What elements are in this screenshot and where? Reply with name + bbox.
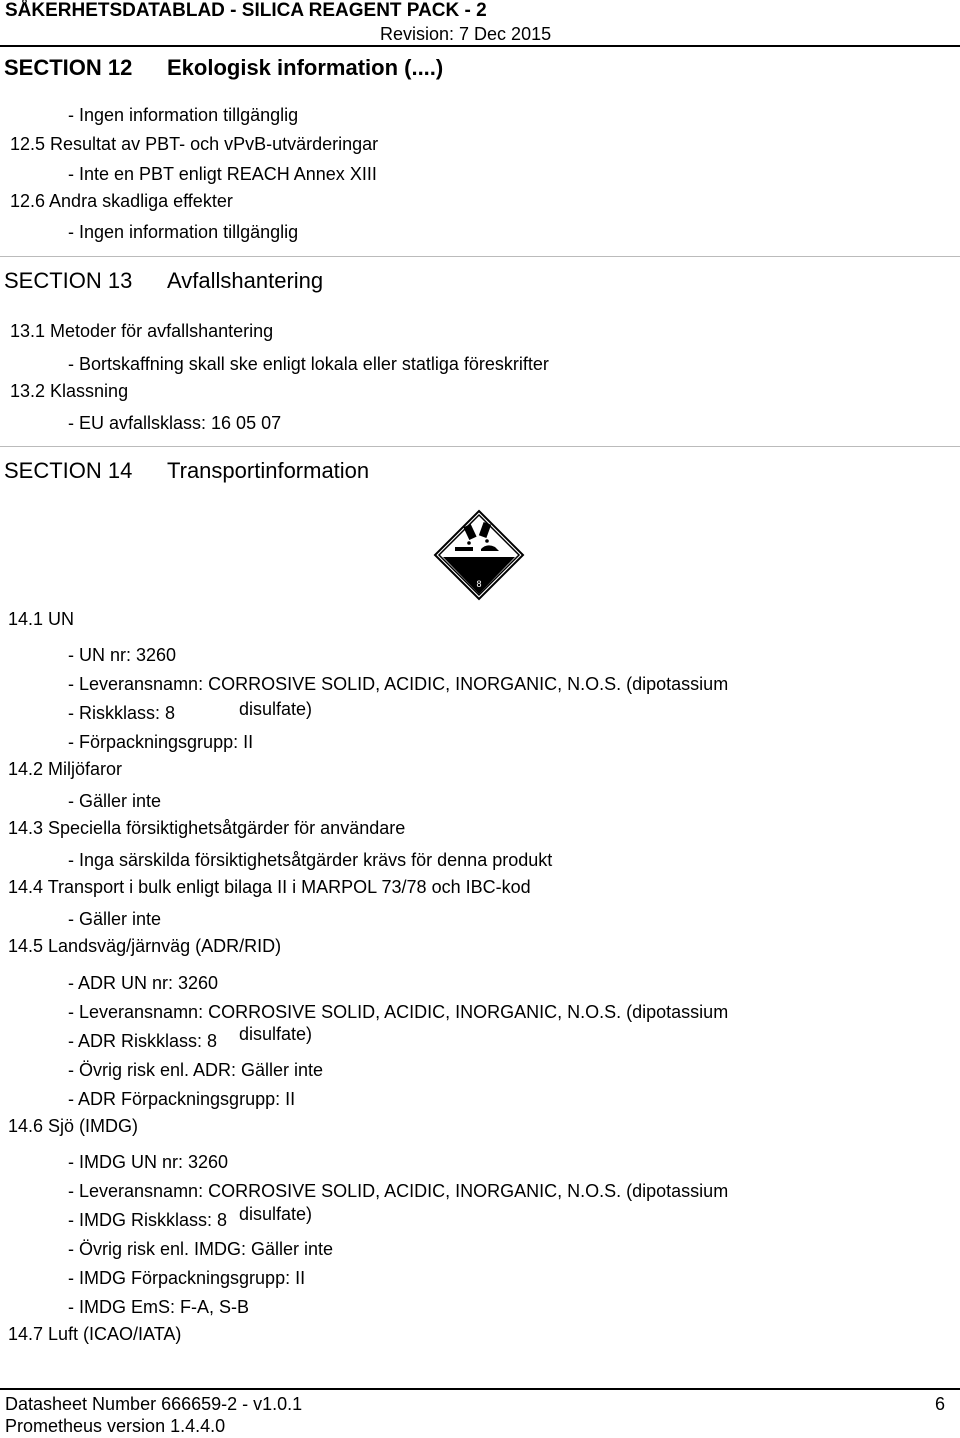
subsection-heading: 14.6 Sjö (IMDG): [8, 1116, 139, 1136]
list-item: - Inte en PBT enligt REACH Annex XIII: [68, 164, 377, 184]
section-number: SECTION 12: [4, 55, 133, 80]
list-item: - ADR UN nr: 3260: [68, 973, 219, 993]
list-item: - Leveransnamn: CORROSIVE SOLID, ACIDIC, INORGANIC, N.O.S. (dipotassium: [68, 674, 729, 694]
list-item: - Leveransnamn: CORROSIVE SOLID, ACIDIC, INORGANIC, N.O.S. (dipotassium: [68, 1181, 729, 1201]
section-divider: [0, 256, 960, 257]
subsection-heading: 14.5 Landsväg/järnväg (ADR/RID): [8, 936, 282, 956]
section-13-heading: [4, 268, 324, 294]
subsection-heading: 12.5 Resultat av PBT- och vPvB-utvärderingar: [10, 134, 379, 154]
list-item: - Gäller inte: [68, 909, 162, 929]
list-item: - Övrig risk enl. IMDG: Gäller inte: [68, 1239, 334, 1259]
document-title: SÅKERHETSDATABLAD - SILICA REAGENT PACK - 2: [5, 0, 487, 21]
section-name: Avfallshantering: [167, 268, 324, 293]
revision-date: Revision: 7 Dec 2015: [380, 24, 552, 44]
section-number: SECTION 14: [4, 458, 133, 483]
page-number: 6: [935, 1394, 946, 1414]
subsection-heading: 13.1 Metoder för avfallshantering: [10, 321, 274, 341]
subsection-heading: 14.2 Miljöfaror: [8, 759, 123, 779]
pictogram-number: 8: [476, 579, 482, 589]
section-number: SECTION 13: [4, 268, 133, 293]
subsection-heading: 14.7 Luft (ICAO/IATA): [8, 1324, 182, 1344]
subsection-heading: 14.1 UN: [8, 609, 75, 629]
corrosive-class-8-icon: [433, 509, 525, 601]
list-item: - IMDG EmS: F-A, S-B: [68, 1297, 250, 1317]
list-item: - Bortskaffning skall ske enligt lokala eller statliga föreskrifter: [68, 354, 549, 374]
list-item: - Inga särskilda försiktighetsåtgärder krävs för denna produkt: [68, 850, 553, 870]
subsection-heading: 14.4 Transport i bulk enligt bilaga II i MARPOL 73/78 och IBC-kod: [8, 877, 531, 897]
list-item: - Förpackningsgrupp: II: [68, 732, 254, 752]
list-item: - IMDG Förpackningsgrupp: II: [68, 1268, 306, 1288]
list-item-continuation: disulfate): [239, 699, 313, 719]
list-item: - IMDG UN nr: 3260: [68, 1152, 229, 1172]
section-12-heading: [4, 55, 444, 81]
datasheet-number: Datasheet Number 666659-2 - v1.0.1: [5, 1394, 303, 1414]
list-item: - Övrig risk enl. ADR: Gäller inte: [68, 1060, 324, 1080]
subsection-heading: 13.2 Klassning: [10, 381, 129, 401]
section-divider: [0, 446, 960, 447]
list-item: - Ingen information tillgänglig: [68, 105, 299, 125]
list-item: - Ingen information tillgänglig: [68, 222, 299, 242]
software-version: Prometheus version 1.4.4.0: [5, 1416, 226, 1436]
subsection-heading: 14.3 Speciella försiktighetsåtgärder för användare: [8, 818, 406, 838]
subsection-heading: 12.6 Andra skadliga effekter: [10, 191, 233, 211]
list-item: - ADR Förpackningsgrupp: II: [68, 1089, 296, 1109]
section-14-heading: [4, 458, 370, 484]
section-name: Transportinformation: [167, 458, 370, 483]
list-item: - Leveransnamn: CORROSIVE SOLID, ACIDIC, INORGANIC, N.O.S. (dipotassium: [68, 1002, 729, 1022]
list-item: - Riskklass: 8: [68, 703, 176, 723]
list-item: - ADR Riskklass: 8: [68, 1031, 218, 1051]
list-item-continuation: disulfate): [239, 1204, 313, 1224]
section-name: Ekologisk information (....): [167, 55, 444, 80]
list-item-continuation: disulfate): [239, 1024, 313, 1044]
list-item: - EU avfallsklass: 16 05 07: [68, 413, 282, 433]
footer-divider: [0, 1388, 960, 1390]
list-item: - Gäller inte: [68, 791, 162, 811]
list-item: - UN nr: 3260: [68, 645, 177, 665]
list-item: - IMDG Riskklass: 8: [68, 1210, 228, 1230]
header-divider: [0, 45, 960, 47]
